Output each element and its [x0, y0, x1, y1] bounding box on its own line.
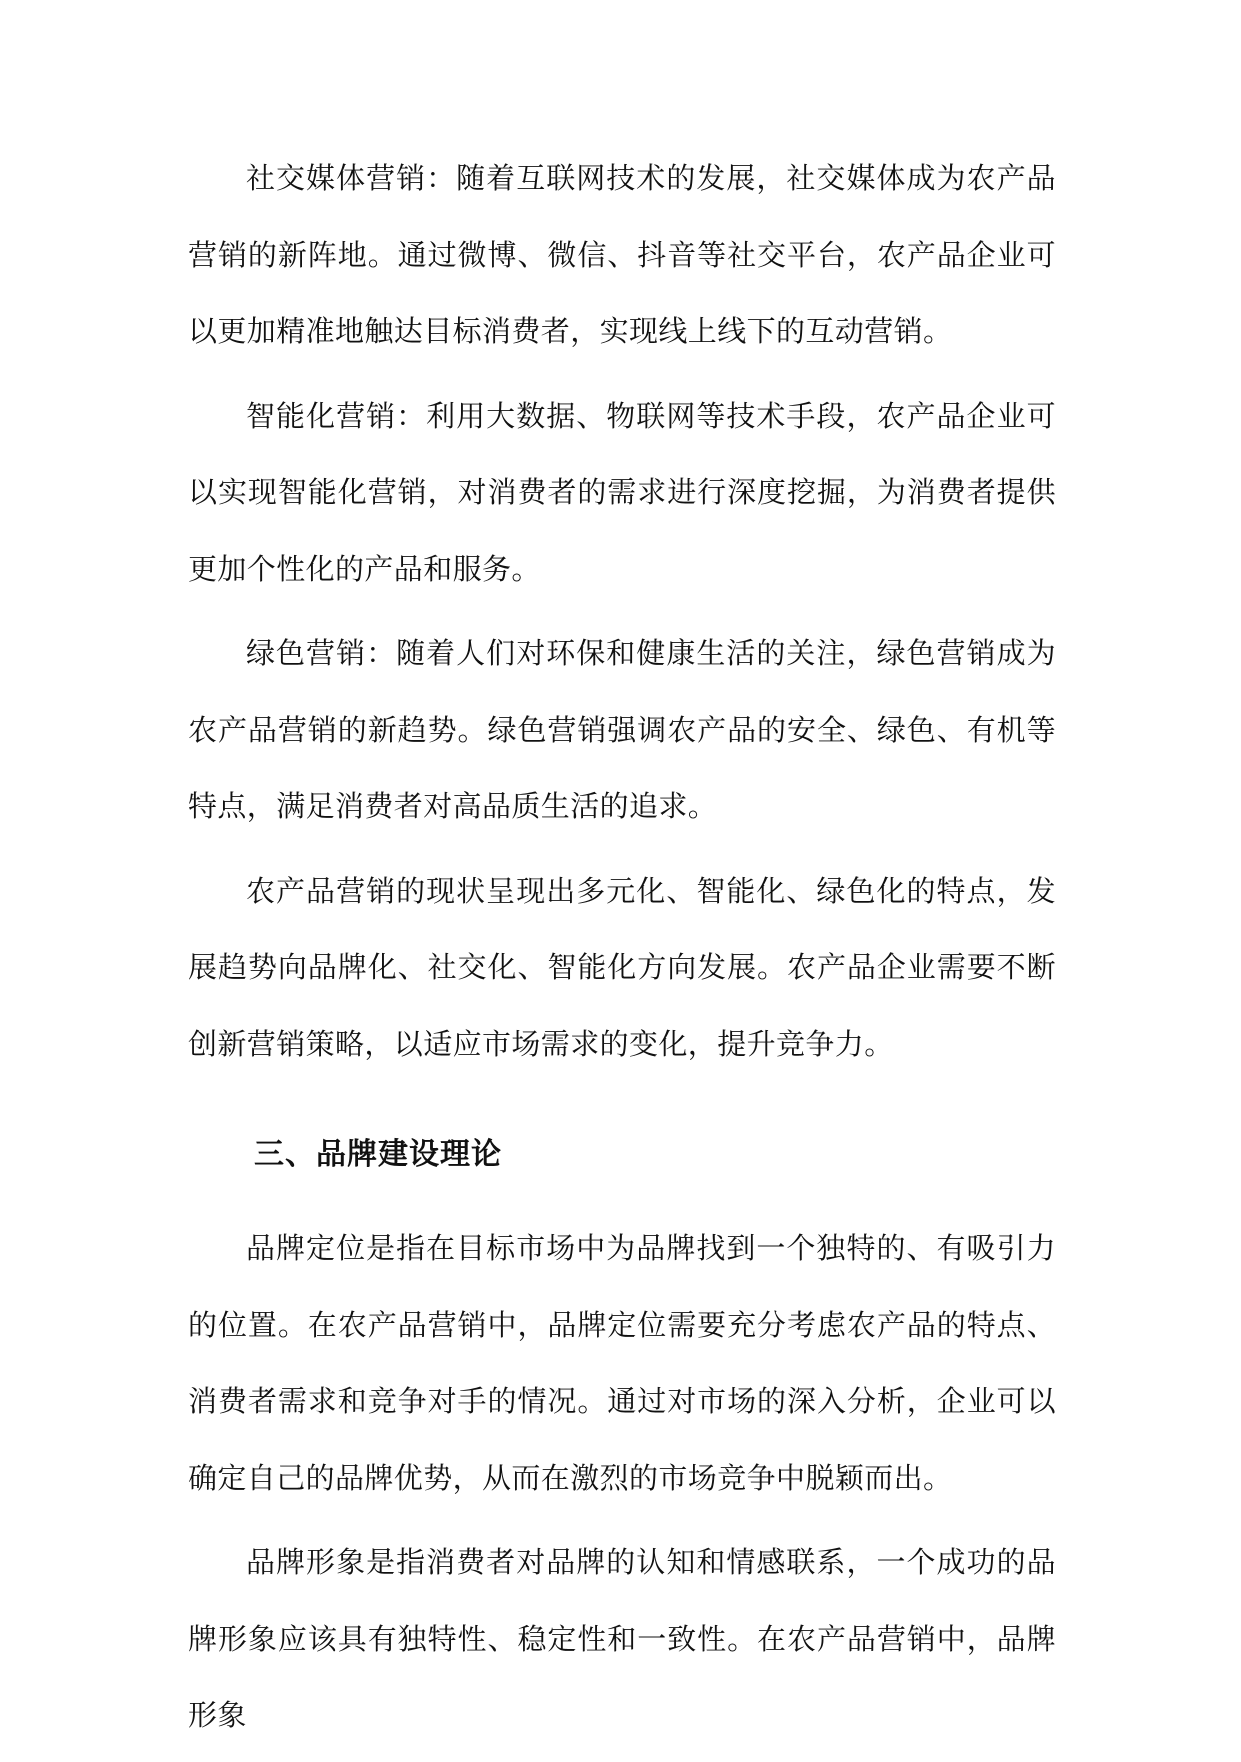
paragraph-marketing-summary: 农产品营销的现状呈现出多元化、智能化、绿色化的特点，发展趋势向品牌化、社交化、智能化方向发展。农产品企业需要不断创新营销策略，以适应市场需求的变化，提升竞争力。	[188, 873, 1056, 1061]
paragraph-social-media-marketing: 社交媒体营销：随着互联网技术的发展，社交媒体成为农产品营销的新阵地。通过微博、微信、抖音等社交平台，农产品企业可以更加精准地触达目标消费者，实现线上线下的互动营销。	[188, 161, 1056, 348]
paragraph-brand-positioning: 品牌定位是指在目标市场中为品牌找到一个独特的、有吸引力的位置。在农产品营销中，品牌定位需要充分考虑农产品的特点、消费者需求和竞争对手的情况。通过对市场的深入分析，企业可以确定自己的品牌优势，从而在激烈的市场竞争中脱颖而出。	[188, 1231, 1056, 1495]
document-body	[188, 140, 1056, 1762]
paragraph-intelligent-marketing: 智能化营销：利用大数据、物联网等技术手段，农产品企业可以实现智能化营销，对消费者的需求进行深度挖掘，为消费者提供更加个性化的产品和服务。	[188, 398, 1056, 586]
section-heading-brand-theory: 三、品牌建设理论	[254, 1137, 502, 1172]
paragraph-brand-image: 品牌形象是指消费者对品牌的认知和情感联系，一个成功的品牌形象应该具有独特性、稳定性和一致性。在农产品营销中，品牌形象	[188, 1545, 1056, 1732]
paragraph-green-marketing: 绿色营销：随着人们对环保和健康生活的关注，绿色营销成为农产品营销的新趋势。绿色营销强调农产品的安全、绿色、有机等特点，满足消费者对高品质生活的追求。	[188, 636, 1056, 823]
